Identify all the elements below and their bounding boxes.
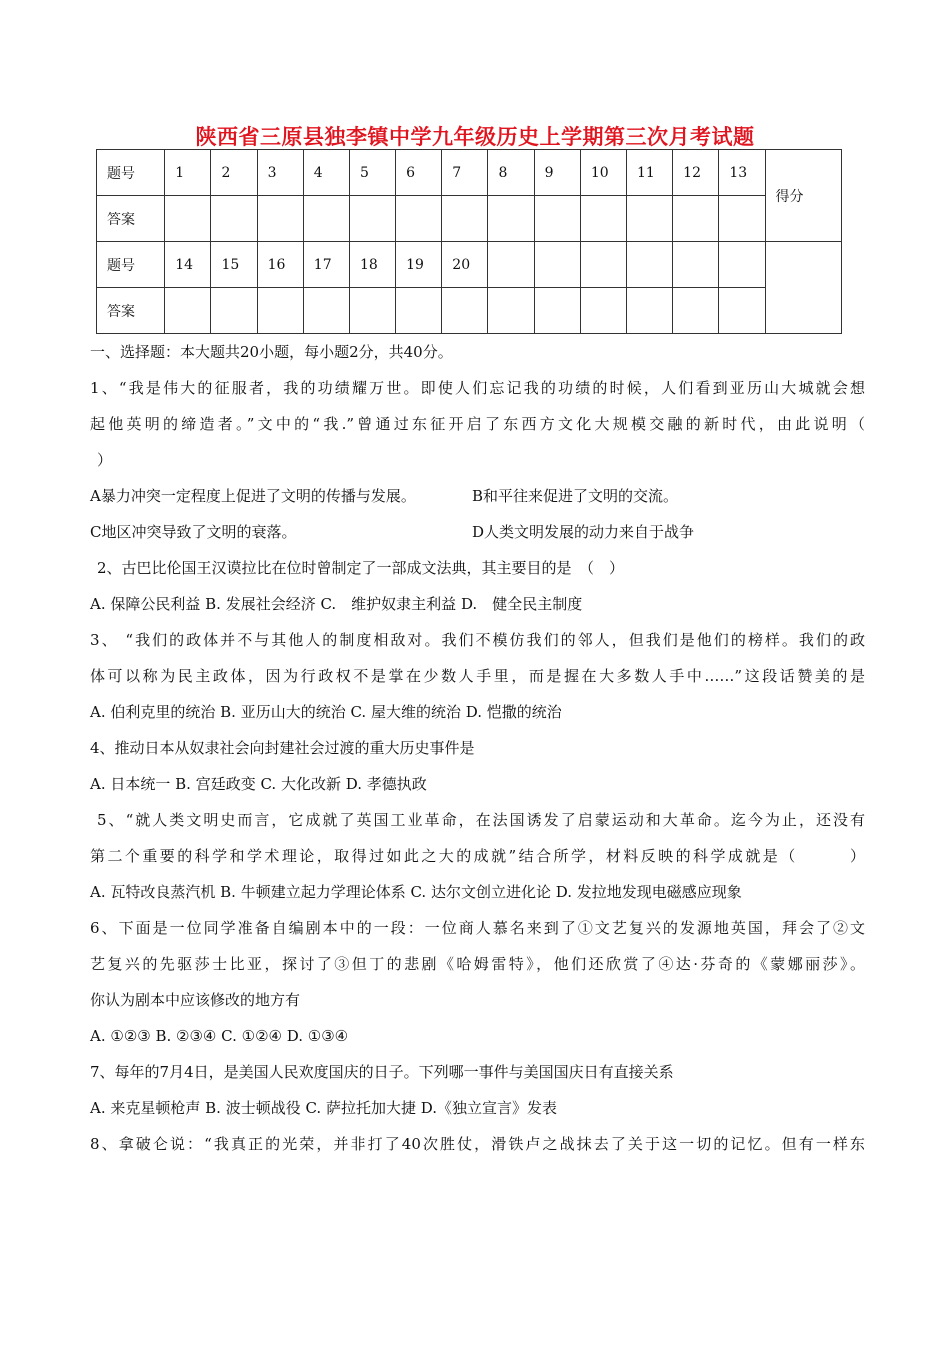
answer-cell[interactable]: [488, 288, 534, 334]
option-b: B和平往来促进了文明的交流。: [472, 487, 679, 505]
question-5-options: A. 瓦特改良蒸汽机 B. 牛顿建立起力学理论体系 C. 达尔文创立进化论 D. 发拉地发现电磁感应现象: [90, 883, 742, 901]
answer-cell[interactable]: [580, 288, 626, 334]
option-d: D人类文明发展的动力来自于战争: [472, 523, 695, 541]
answer-cell[interactable]: [211, 196, 257, 242]
answer-cell[interactable]: [442, 288, 488, 334]
question-3-options: A. 伯利克里的统治 B. 亚历山大的统治 C. 屋大维的统治 D. 恺撒的统治: [90, 703, 562, 721]
answer-cell[interactable]: [303, 288, 349, 334]
answer-table: [96, 149, 842, 334]
answer-cell[interactable]: [396, 196, 442, 242]
row-label: 答案: [97, 288, 165, 334]
answer-cell[interactable]: [534, 196, 580, 242]
question-number: 11: [626, 150, 672, 196]
question-number: 19: [396, 242, 442, 288]
score-cell[interactable]: [765, 242, 842, 334]
page-title: 陕西省三原县独李镇中学九年级历史上学期第三次月考试题: [195, 125, 755, 149]
question-number: [719, 242, 765, 288]
answer-cell[interactable]: [396, 288, 442, 334]
question-1-stem: ）: [97, 451, 113, 469]
answer-cell[interactable]: [349, 196, 395, 242]
answer-cell[interactable]: [165, 288, 211, 334]
answer-cell[interactable]: [165, 196, 211, 242]
question-number: 4: [303, 150, 349, 196]
row-label: 题号: [97, 150, 165, 196]
table-row: [97, 288, 842, 334]
question-number: 3: [257, 150, 303, 196]
answer-cell[interactable]: [719, 196, 765, 242]
question-number: 16: [257, 242, 303, 288]
row-label: 答案: [97, 196, 165, 242]
question-2-options: A. 保障公民利益 B. 发展社会经济 C. 维护奴隶主利益 D. 健全民主制度: [90, 595, 583, 613]
section-heading: 一、选择题：本大题共20小题，每小题2分，共40分。: [90, 343, 453, 361]
answer-cell[interactable]: [257, 196, 303, 242]
question-5-stem: 第二个重要的科学和学术理论，取得过如此之大的成就”结合所学，材料反映的科学成就是（ ）: [90, 847, 865, 865]
question-number: 20: [442, 242, 488, 288]
answer-cell[interactable]: [719, 288, 765, 334]
question-5-stem: 5、“就人类文明史而言，它成就了英国工业革命，在法国诱发了启蒙运动和大革命。迄今为止，还没有: [97, 811, 865, 829]
question-number: 15: [211, 242, 257, 288]
answer-cell[interactable]: [349, 288, 395, 334]
question-6-options: A. ①②③ B. ②③④ C. ①②④ D. ①③④: [90, 1027, 349, 1045]
question-6-stem: 艺复兴的先驱莎士比亚，探讨了③但丁的悲剧《哈姆雷特》，他们还欣赏了④达·芬奇的《蒙娜丽莎》。: [90, 955, 865, 973]
answer-cell[interactable]: [303, 196, 349, 242]
question-number: [626, 242, 672, 288]
question-1-options: [90, 478, 865, 514]
question-number: 2: [211, 150, 257, 196]
question-number: [534, 242, 580, 288]
question-number: 12: [673, 150, 719, 196]
answer-cell[interactable]: [626, 196, 672, 242]
question-number: 9: [534, 150, 580, 196]
score-label: 得分: [765, 150, 842, 242]
table-row: [97, 242, 842, 288]
answer-cell[interactable]: [580, 196, 626, 242]
question-number: 8: [488, 150, 534, 196]
answer-cell[interactable]: [488, 196, 534, 242]
question-number: 18: [349, 242, 395, 288]
answer-cell[interactable]: [673, 288, 719, 334]
answer-cell[interactable]: [211, 288, 257, 334]
option-c: C地区冲突导致了文明的衰落。: [90, 523, 297, 541]
question-number: 5: [349, 150, 395, 196]
answer-cell[interactable]: [673, 196, 719, 242]
question-7-stem: 7、每年的7月4日，是美国人民欢度国庆的日子。下列哪一事件与美国国庆日有直接关系: [90, 1063, 674, 1081]
question-number: 17: [303, 242, 349, 288]
question-3-stem: 体可以称为民主政体，因为行政权不是掌在少数人手里，而是握在大多数人手中……”这段话赞美的是: [90, 667, 865, 685]
question-number: 1: [165, 150, 211, 196]
question-7-options: A. 来克星顿枪声 B. 波士顿战役 C. 萨拉托加大捷 D.《独立宣言》发表: [90, 1099, 557, 1117]
answer-cell[interactable]: [534, 288, 580, 334]
question-1-stem: 1、“我是伟大的征服者，我的功绩耀万世。即使人们忘记我的功绩的时候，人们看到亚历山大城就会想: [90, 379, 865, 397]
question-6-stem: 6、下面是一位同学准备自编剧本中的一段：一位商人慕名来到了①文艺复兴的发源地英国，拜会了②文: [90, 919, 865, 937]
question-number: [673, 242, 719, 288]
question-4-stem: 4、推动日本从奴隶社会向封建社会过渡的重大历史事件是: [90, 739, 475, 757]
answer-cell[interactable]: [626, 288, 672, 334]
question-1-options: [90, 514, 865, 550]
question-number: 14: [165, 242, 211, 288]
question-8-stem: 8、拿破仑说：“我真正的光荣，并非打了40次胜仗，滑铁卢之战抹去了关于这一切的记忆。但有一样东: [90, 1135, 865, 1153]
question-number: 7: [442, 150, 488, 196]
question-number: [580, 242, 626, 288]
answer-cell[interactable]: [257, 288, 303, 334]
question-3-stem: 3、 “我们的政体并不与其他人的制度相敌对。我们不模仿我们的邻人，但我们是他们的榜样。我们的政: [90, 631, 865, 649]
question-number: 10: [580, 150, 626, 196]
question-number: [488, 242, 534, 288]
question-body: [90, 334, 865, 1162]
table-row: [97, 196, 842, 242]
option-a: A暴力冲突一定程度上促进了文明的传播与发展。: [90, 487, 416, 505]
question-6-stem: 你认为剧本中应该修改的地方有: [90, 991, 301, 1009]
question-4-options: A. 日本统一 B. 宫廷政变 C. 大化改新 D. 孝德执政: [90, 775, 427, 793]
question-1-stem: 起他英明的缔造者。”文中的“我.”曾通过东征开启了东西方文化大规模交融的新时代，由此说明（: [90, 415, 865, 433]
question-number: 13: [719, 150, 765, 196]
table-row: [97, 150, 842, 196]
question-number: 6: [396, 150, 442, 196]
answer-cell[interactable]: [442, 196, 488, 242]
row-label: 题号: [97, 242, 165, 288]
question-2-stem: 2、古巴比伦国王汉谟拉比在位时曾制定了一部成文法典，其主要目的是 （ ）: [97, 559, 625, 577]
